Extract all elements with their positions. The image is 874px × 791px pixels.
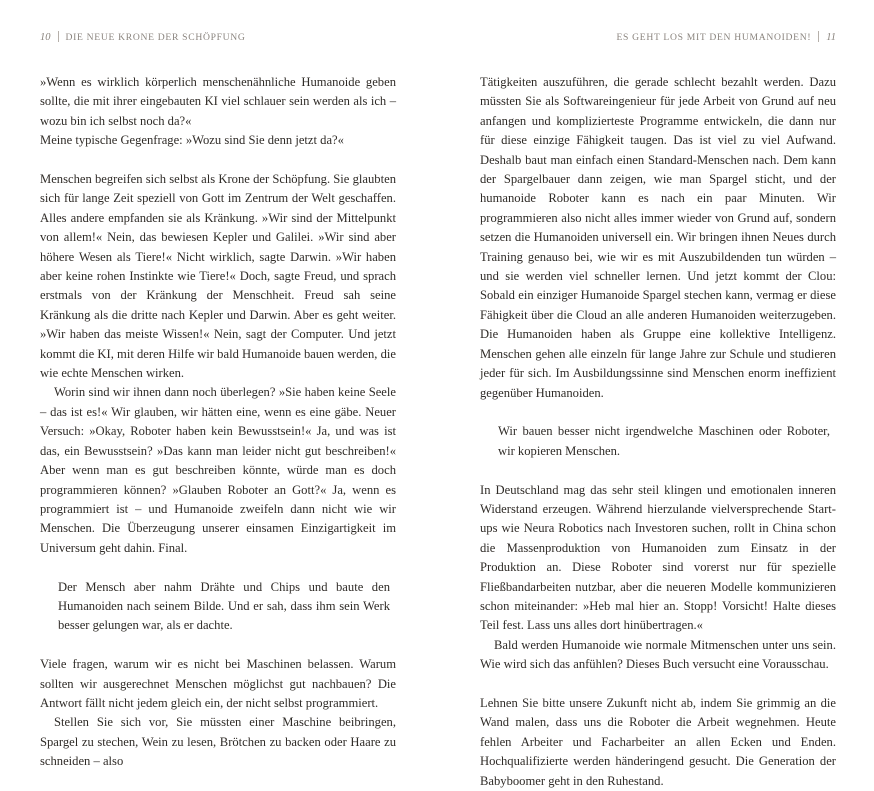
paragraph: Viele fragen, warum wir es nicht bei Maschinen belassen. Warum sollten wir ausgerechnet Menschen möglichst gut nachbauen? Die Antwort fällt nicht jedem gleich ein, der nicht selbst programmiert. <box>40 657 396 710</box>
left-page-number: 10 <box>40 32 51 43</box>
paragraph: In Deutschland mag das sehr steil klingen und emotionalen inneren Widerstand erzeugen. Während hierzulande vielversprechende Start-ups wie Neura Robotics nach Investoren suchen, rollt in China schon die Massenproduktion von Humanoiden zum Einsatz in der Produktion an. Diese Roboter sind vorerst nur für spezielle Fließbandarbeiten nutzbar, aber die neueren Modelle kommunizieren schon miteinander: »Heb mal hier an. Stopp! Vorsicht! Halte dieses Teil fest. Lass uns alles dort hinübertragen.« <box>480 482 836 633</box>
left-running-head <box>40 31 396 43</box>
block-quote: Wir bauen besser nicht irgendwelche Maschinen oder Roboter, wir kopieren Menschen. <box>498 424 830 458</box>
header-divider <box>58 31 59 42</box>
paragraph: Tätigkeiten auszuführen, die gerade schlecht bezahlt werden. Dazu müssten Sie als Softwareingenieur für jede Arbeit von Grund auf neu anfangen und komplizierteste Programme entwickeln, die dann nur für diese einzige Fähigkeit taugen. Das ist viel zu viel Aufwand. Deshalb baut man einfach einen Standard-Menschen nach. Dem kann der Spargelbauer dann zeigen, wie man Spargel sticht, und der humanoide Roboter kann es nach ein paar Minuten. Wir programmieren also nicht alles immer wieder von Grund auf, sondern setzen die Humanoiden universell ein. Wir bringen ihnen Neues durch Training genauso bei, wie wir es mit Auszubildenden tun würden – und sie werden viel schneller lernen. Und jetzt kommt der Clou: Sobald ein einziger Humanoide Spargel stechen kann, vermag er diese Fähigkeit über die Cloud an alle anderen Humanoiden weiterzugeben. Die Humanoiden haben als Gruppe eine kollektive Intelligenz. Menschen gehen alle einzeln für lange Jahre zur Schule und studieren jeder für sich. Im Ausbildungssinne sind Menschen enorm ineffizient gegenüber Humanoiden. <box>480 75 836 400</box>
paragraph: Worin sind wir ihnen dann noch überlegen? »Sie haben keine Seele – das ist es!« Wir glauben, wir hätten eine, wenn es eine gäbe. Neuer Versuch: »Okay, Roboter haben kein Bewusstsein!« Ja, und was ist das, ein Bewusstsein? »Das kann man leider nicht gut beschreiben!« Aber wenn man es gut beschreiben könnte, würde man es doch programmieren können? »Glauben Roboter an Gott?« Ja, wenn es programmiert ist – und Humanoide zweifeln dann nicht wie wir Menschen. Die Überzeugung unserer einsamen Einzigartigkeit im Universum geht dahin. Final. <box>40 385 396 555</box>
block-quote: Der Mensch aber nahm Drähte und Chips und baute den Humanoiden nach seinem Bilde. Und er sah, dass ihm sein Werk besser gelungen war, als er dachte. <box>58 579 390 633</box>
right-page <box>480 0 836 788</box>
right-page-number: 11 <box>826 32 836 43</box>
paragraph: Bald werden Humanoide wie normale Mitmenschen unter uns sein. Wie wird sich das anfühlen? Dieses Buch versucht eine Vorausschau. <box>480 637 836 672</box>
left-page <box>40 0 396 769</box>
right-chapter-title: ES GEHT LOS MIT DEN HUMANOIDEN! <box>616 32 812 43</box>
right-body-text <box>480 73 836 791</box>
header-divider <box>818 31 819 42</box>
paragraph: Menschen begreifen sich selbst als Krone der Schöpfung. Sie glaubten sich für lange Zeit speziell von Gott im Zentrum der Welt geschaffen. Alles andere empfanden sie als Kränkung. »Wir sind der Mittelpunkt von allem!« Nein, das bewiesen Kepler und Galilei. »Wir sind aber höhere Wesen als Tiere!« Nicht wirklich, sagte Darwin. »Wir haben aber keine rohen Instinkte wie Tiere!« Doch, sagte Freud, und sprach erstmals von der Kränkung der Menschheit. Freud sah seine Kränkung als die dritte nach Kepler und Darwin. Aber es geht weiter. »Wir haben das meiste Wissen!« Nein, sagt der Computer. Und jetzt kommt die KI, mit deren Hilfe wir bald Humanoide bauen werden, die wie echte Menschen wirken. <box>40 172 396 381</box>
paragraph: Lehnen Sie bitte unsere Zukunft nicht ab, indem Sie grimmig an die Wand malen, dass uns die Roboter die Arbeit wegnehmen. Heute fehlen Arbeiter und Facharbeiter an allen Ecken und Enden. Hochqualifizierte werden händeringend gesucht. Die Generation der Babyboomer geht in den Ruhestand. <box>480 695 836 788</box>
paragraph: Stellen Sie sich vor, Sie müssten einer Maschine beibringen, Spargel zu stechen, Wein zu lesen, Brötchen zu backen oder Haare zu schneiden – also <box>40 715 396 769</box>
paragraph: Meine typische Gegenfrage: »Wozu sind Sie denn jetzt da?« <box>40 133 344 148</box>
paragraph: »Wenn es wirklich körperlich menschenähnliche Humanoide geben sollte, die mit ihrer eingebauten KI viel schlauer sein werden als ich – wozu bin ich selbst noch da?« <box>40 75 396 128</box>
left-body-text <box>40 73 396 772</box>
right-running-head <box>480 31 836 43</box>
left-chapter-title: DIE NEUE KRONE DER SCHÖPFUNG <box>65 32 246 43</box>
